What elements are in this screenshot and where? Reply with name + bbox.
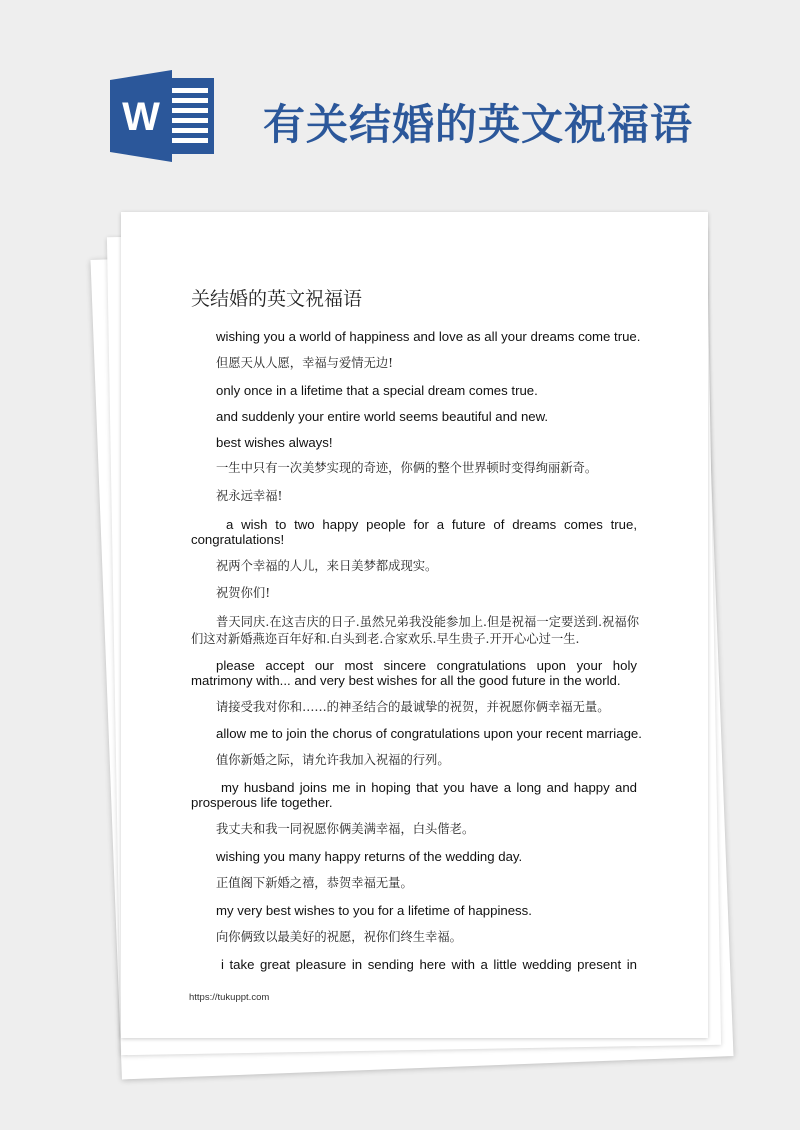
paragraph: 值你新婚之际，请允许我加入祝福的行列。 — [216, 753, 450, 767]
paragraph: 一生中只有一次美梦实现的奇迹，你俩的整个世界顿时变得绚丽新奇。 — [216, 461, 598, 475]
paragraph: my very best wishes to you for a lifetime of happiness. — [216, 903, 532, 918]
paragraph: 普天同庆.在这吉庆的日子.虽然兄弟我没能参加上.但是祝福一定要送到.祝福你们这对新婚燕迩百年好和.白头到老.合家欢乐.早生贵子.开开心心过一生. — [191, 615, 639, 646]
paragraph: best wishes always! — [216, 435, 333, 450]
paragraph: only once in a lifetime that a special dream comes true. — [216, 383, 538, 398]
paragraph: 祝贺你们! — [216, 586, 271, 600]
banner-title: 有关结婚的英文祝福语 — [263, 100, 694, 149]
paragraph: i take great pleasure in sending here with a little wedding present in — [221, 957, 637, 972]
paragraph: wishing you many happy returns of the wedding day. — [216, 849, 523, 864]
paragraph: and suddenly your entire world seems beautiful and new. — [216, 409, 549, 424]
word-logo-icon — [110, 70, 218, 162]
paragraph: 但愿天从人愿，幸福与爱情无边! — [216, 356, 394, 370]
source-link[interactable]: https://tukuppt.com — [189, 992, 270, 1003]
document-title: 关结婚的英文祝福语 — [191, 288, 363, 310]
paragraph: 我丈夫和我一同祝愿你俩美满幸福，白头偕老。 — [216, 822, 475, 836]
paragraph: a wish to two happy people for a future of dreams comes true, congratulations! — [191, 517, 637, 547]
paragraph: my husband joins me in hoping that you have a long and happy and prosperous life together. — [191, 780, 637, 810]
paragraph: allow me to join the chorus of congratulations upon your recent marriage. — [216, 726, 642, 741]
document-page — [121, 212, 708, 1038]
paragraph: 正值阁下新婚之禧，恭贺幸福无量。 — [216, 876, 413, 890]
paragraph: 向你俩致以最美好的祝愿，祝你们终生幸福。 — [216, 930, 462, 944]
paragraph: 祝永远幸福! — [216, 489, 283, 503]
paragraph: wishing you a world of happiness and love as all your dreams come true. — [216, 329, 641, 344]
paragraph: please accept our most sincere congratulations upon your holy matrimony with... and very best wishes for all the good future in the world. — [191, 658, 637, 688]
paragraph: 请接受我对你和……的神圣结合的最诚挚的祝贺，并祝愿你俩幸福无量。 — [216, 700, 610, 714]
logo-letter: W — [122, 95, 160, 139]
paragraph: 祝两个幸福的人儿，来日美梦都成现实。 — [216, 559, 438, 573]
